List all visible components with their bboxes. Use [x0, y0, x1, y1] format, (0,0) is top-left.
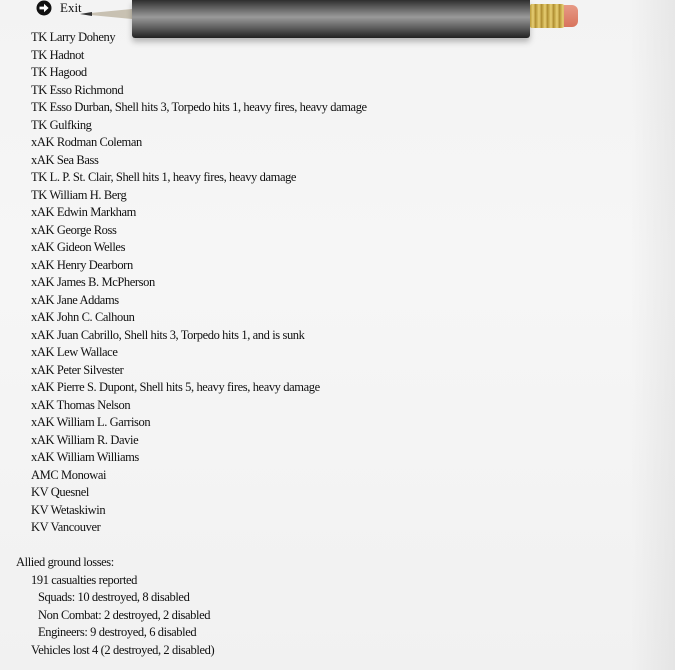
ship-loss-item: xAK James B. McPherson — [31, 275, 155, 289]
ship-loss-item: xAK John C. Calhoun — [31, 310, 135, 324]
spacer — [0, 537, 640, 555]
ship-loss-item: xAK Pierre S. Dupont, Shell hits 5, heavy fires, heavy damage — [31, 380, 320, 394]
ship-loss-item: xAK William R. Davie — [31, 432, 139, 447]
ship-loss-item: TK Esso Richmond — [31, 82, 124, 97]
ship-loss-item: xAK Rodman Coleman — [31, 135, 142, 149]
ship-loss-item: TK Esso Durban, Shell hits 3, Torpedo hits 1, heavy fires, heavy damage — [31, 100, 367, 114]
non-combat-line: Non Combat: 2 destroyed, 2 disabled — [38, 607, 211, 622]
exit-button[interactable] — [36, 0, 82, 16]
ship-loss-item: TK L. P. St. Clair, Shell hits 1, heavy fires, heavy damage — [31, 170, 297, 184]
ship-loss-item: xAK Juan Cabrillo, Shell hits 3, Torpedo hits 1, and is sunk — [31, 327, 305, 342]
ship-loss-item: xAK Henry Dearborn — [31, 257, 133, 272]
ship-loss-item: xAK Gideon Welles — [31, 240, 126, 254]
ship-loss-item: KV Quesnel — [31, 485, 89, 499]
pencil-ferrule — [530, 4, 564, 28]
squads-line: Squads: 10 destroyed, 8 disabled — [38, 590, 190, 604]
ship-loss-item: xAK Edwin Markham — [31, 205, 136, 219]
arrow-circle-right-icon — [36, 0, 52, 16]
ship-loss-item: xAK Thomas Nelson — [31, 397, 131, 412]
ship-loss-list — [0, 29, 640, 537]
ship-loss-item: KV Vancouver — [31, 520, 101, 534]
vehicles-line: Vehicles lost 4 (2 destroyed, 2 disabled) — [31, 642, 215, 657]
ship-loss-item: xAK Lew Wallace — [31, 345, 118, 359]
engineers-line: Engineers: 9 destroyed, 6 disabled — [38, 625, 197, 639]
ship-loss-item: TK Hagood — [31, 65, 87, 79]
ship-loss-item: xAK Peter Silvester — [31, 362, 124, 377]
ship-loss-item: xAK Jane Addams — [31, 292, 119, 307]
pencil-eraser — [564, 5, 578, 27]
exit-label: Exit — [60, 0, 82, 15]
ship-loss-item: TK Larry Doheny — [31, 30, 116, 44]
ship-loss-item: AMC Monowai — [31, 467, 107, 482]
casualties-line: 191 casualties reported — [31, 572, 138, 587]
ship-loss-item: TK Hadnot — [31, 47, 84, 62]
ship-loss-item: xAK William L. Garrison — [31, 415, 151, 429]
ship-loss-item: TK Gulfking — [31, 117, 92, 132]
ground-losses-heading: Allied ground losses: — [16, 555, 114, 569]
ship-loss-item: TK William H. Berg — [31, 187, 127, 202]
ship-loss-item: xAK William Williams — [31, 450, 139, 464]
ship-loss-item: xAK George Ross — [31, 222, 117, 237]
ship-loss-item: xAK Sea Bass — [31, 152, 99, 167]
ship-loss-item: KV Wetaskiwin — [31, 502, 106, 517]
combat-report — [0, 29, 640, 659]
